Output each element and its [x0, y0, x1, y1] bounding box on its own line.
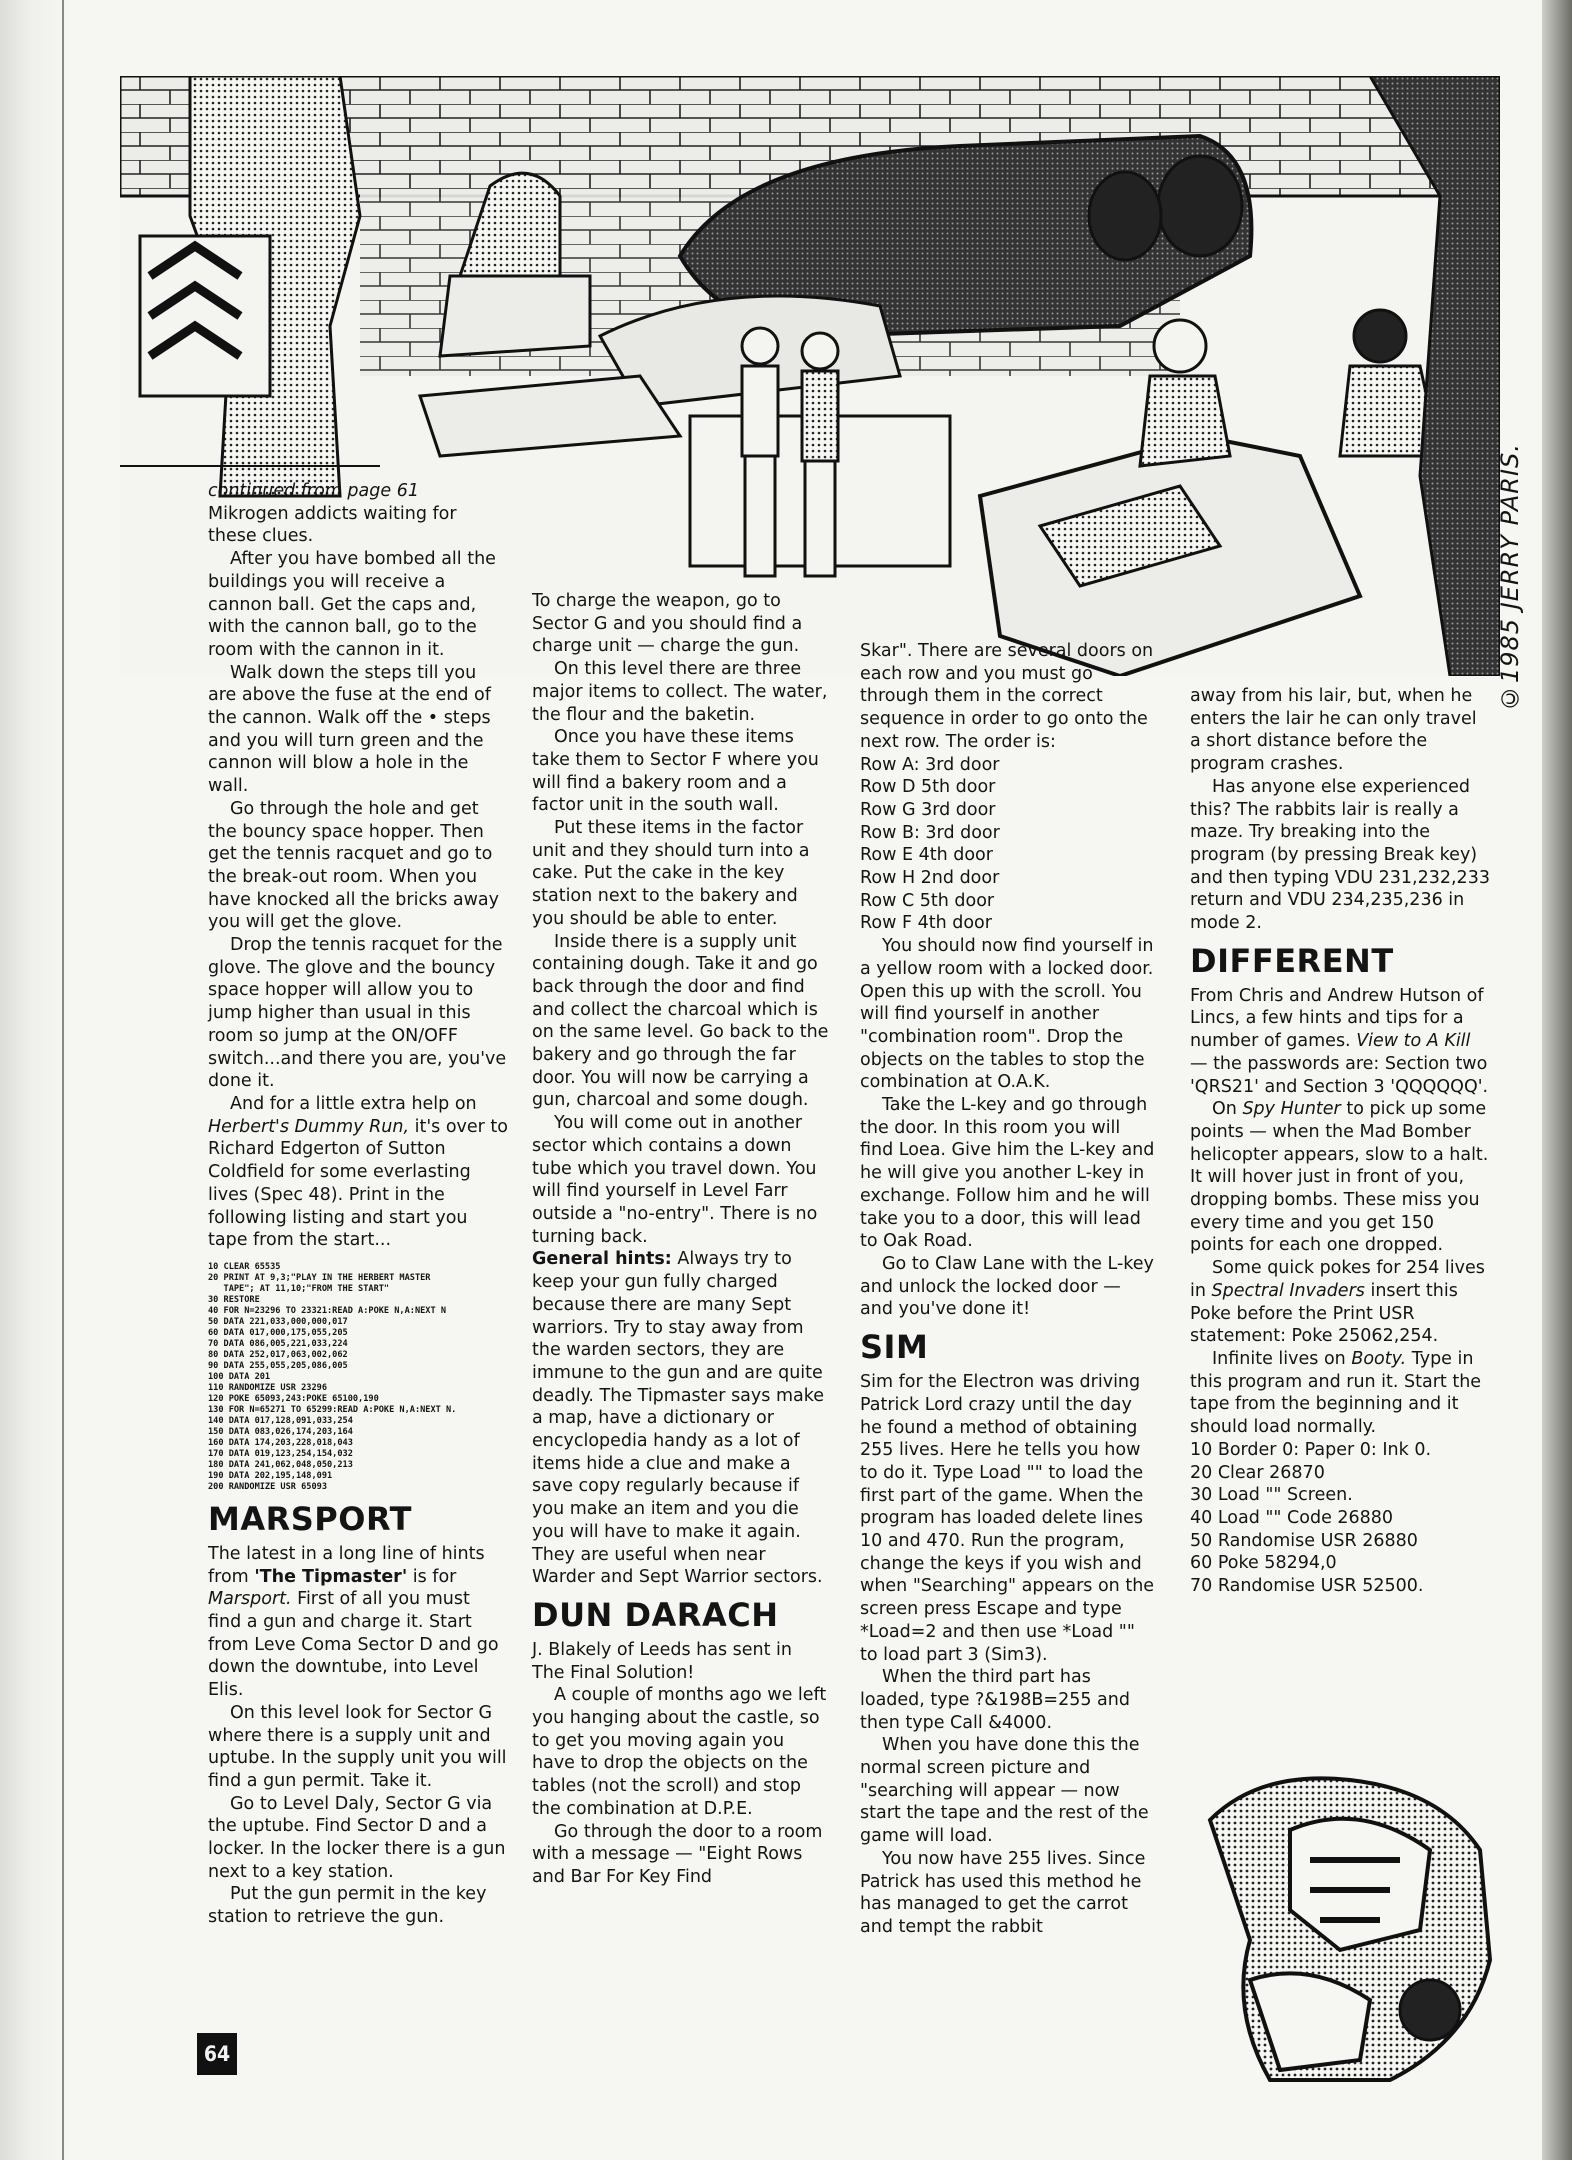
paragraph: Once you have these items take them to Sector F where you will find a bakery room and a factor unit in the south wall. — [532, 727, 819, 816]
paragraph — [1190, 985, 1490, 1099]
column-3 — [860, 640, 1156, 1939]
listing-line: 20 PRINT AT 9,3;"PLAY IN THE HERBERT MASTER — [208, 1272, 431, 1283]
code-line: 50 Randomise USR 26880 — [1190, 1530, 1418, 1551]
door-row: Row G 3rd door — [860, 799, 996, 820]
paragraph: Go to Level Daly, Sector G via the uptube. Find Sector D and a locker. In the locker there is a gun next to a key station. — [208, 1793, 506, 1882]
game-title: Spectral Invaders — [1211, 1280, 1365, 1301]
paragraph: Go to Claw Lane with the L-key and unlock the locked door — and you've done it! — [860, 1253, 1154, 1320]
herbert-paragraph — [208, 1093, 508, 1252]
code-line: 30 Load "" Screen. — [1190, 1485, 1353, 1506]
listing-line: 120 POKE 65093,243:POKE 65100,190 — [208, 1393, 379, 1404]
paragraph: You will come out in another sector which contains a down tube which you travel down. You will find yourself in Level Farr outside a "no-entry". There is no turning back. — [532, 1113, 818, 1247]
listing-line: 50 DATA 221,033,000,000,017 — [208, 1316, 348, 1327]
game-title: Spy Hunter — [1242, 1099, 1341, 1120]
paragraph: Put the gun permit in the key station to retrieve the gun. — [208, 1884, 487, 1928]
text: — the passwords are: Section two 'QRS21' and Section 3 'QQQQQQ'. — [1190, 1053, 1489, 1097]
door-row: Row D 5th door — [860, 777, 996, 798]
hints-label: General hints: — [532, 1249, 672, 1270]
page-number: 64 — [197, 2033, 237, 2075]
game-title: Herbert's Dummy Run, — [208, 1116, 410, 1137]
paragraph: J. Blakely of Leeds has sent in The Final Solution! — [532, 1639, 792, 1683]
code-line: 10 Border 0: Paper 0: Ink 0. — [1190, 1439, 1432, 1460]
listing-line: 40 FOR N=23296 TO 23321:READ A:POKE N,A:NEXT N — [208, 1305, 446, 1316]
text: insert this Poke before the Print USR statement: Poke 25062,254. — [1190, 1280, 1458, 1347]
listing-line: 100 DATA 201 — [208, 1371, 271, 1382]
listing-line: 140 DATA 017,128,091,033,254 — [208, 1415, 353, 1426]
listing-line: 10 CLEAR 65535 — [208, 1261, 281, 1272]
paragraph: You now have 255 lives. Since Patrick has used this method he has managed to get the carrot and tempt the rabbit — [860, 1848, 1146, 1937]
paragraph: Skar". There are several doors on each row and you must go through them in the correct sequence in order to go onto the next row. The order is: — [860, 641, 1154, 752]
text: is for — [412, 1566, 457, 1587]
game-title: Marsport. — [208, 1589, 292, 1610]
paragraph: A couple of months ago we left you hanging about the castle, so to get you moving again you have to drop the objects on the tables (not the scroll) and stop the combination at D.P.E. — [532, 1685, 827, 1819]
paragraph: Go through the hole and get the bouncy space hopper. Then get the tennis racquet and go to the break-out room. When you have knocked all the bricks away you will get the glove. — [208, 798, 500, 933]
text: Always try to keep your gun fully charged because there are many Sept warriors. Try to stay away from the warden sectors, they are immune to the gun and are quite deadly. The Tipmaster says make a map, have a dictionary or encyclopedia handy as a lot of items hide a clue and make a save copy regularly because if you make an item and you die you will have to make it again. They are useful when near Warder and Sept Warrior sectors. — [532, 1249, 824, 1588]
page-edge — [1542, 0, 1572, 2160]
paragraph: Go through the door to a room with a message — "Eight Rows and Bar For Key Find — [532, 1821, 823, 1887]
code-line: 70 Randomise USR 52500. — [1190, 1576, 1424, 1597]
listing-line: 170 DATA 019,123,254,154,032 — [208, 1448, 353, 1459]
paragraph: Drop the tennis racquet for the glove. The glove and the bouncy space hopper will allow you to jump higher than usual in this room so jump at the ON/OFF switch...and there you are, you've done it. — [208, 935, 507, 1092]
paragraph: Put these items in the factor unit and they should turn into a cake. Put the cake in the key station next to the bakery and you should be able to enter. — [532, 818, 810, 929]
column-2 — [532, 590, 830, 1889]
section-heading-marsport: MARSPORT — [208, 1499, 412, 1538]
paragraph: On this level there are three major items to collect. The water, the flour and the baketin. — [532, 659, 828, 725]
game-title: View to A Kill — [1356, 1031, 1471, 1052]
door-row: Row F 4th door — [860, 913, 992, 934]
paragraph: After you have bombed all the buildings you will receive a cannon ball. Get the caps and, with the cannon ball, go to the room with the cannon in it. — [208, 549, 496, 660]
door-row: Row A: 3rd door — [860, 754, 1000, 775]
listing-line: 150 DATA 083,026,174,203,164 — [208, 1426, 353, 1437]
paragraph: On this level look for Sector G where there is a supply unit and uptube. In the supply unit you will find a gun permit. Take it. — [208, 1702, 507, 1791]
paragraph — [1190, 1348, 1490, 1439]
listing-line: 190 DATA 202,195,148,091 — [208, 1470, 333, 1481]
paragraph: away from his lair, but, when he enters the lair he can only travel a short distance before the program crashes. — [1190, 686, 1477, 775]
text: Type in this program and run it. Start the tape from the beginning and it should load normally. — [1190, 1348, 1482, 1438]
general-hints — [532, 1248, 830, 1589]
listing-line: TAPE"; AT 11,10;"FROM THE START" — [208, 1283, 390, 1294]
marsport-intro — [208, 1543, 508, 1702]
paragraph: When the third part has loaded, type ?&198B=255 and then type Call &4000. — [860, 1667, 1130, 1733]
program-listing — [208, 1262, 508, 1493]
paragraph: Take the L-key and go through the door. In this room you will find Loea. Give him the L-key and he will give you another L-key in exchange. Follow him and he will take you to a door, this will lead to Oak Road. — [860, 1095, 1155, 1252]
listing-line: 70 DATA 086,005,221,033,224 — [208, 1338, 348, 1349]
door-row: Row H 2nd door — [860, 868, 1000, 889]
text: From Chris and Andrew Hutson of Lincs, a few hints and tips for a number of games. — [1190, 985, 1484, 1052]
code-line: 60 Poke 58294,0 — [1190, 1553, 1337, 1574]
listing-line: 90 DATA 255,055,205,086,005 — [208, 1360, 348, 1371]
paragraph: Has anyone else experienced this? The rabbits lair is really a maze. Try breaking into the program (by pressing Break key) and then typing VDU 231,232,233 return and VDU 234,235,236 in mode 2. — [1190, 776, 1490, 934]
paragraph: When you have done this the normal screen picture and "searching will appear — now start the tape and the rest of the game will load. — [860, 1735, 1149, 1847]
text: The latest in a long line of hints from — [208, 1543, 485, 1587]
listing-line: 180 DATA 241,062,048,050,213 — [208, 1459, 353, 1470]
listing-line: 200 RANDOMIZE USR 65093 — [208, 1481, 327, 1492]
code-line: 20 Clear 26870 — [1190, 1462, 1325, 1483]
paragraph: Walk down the steps till you are above the fuse at the end of the cannon. Walk off the • steps and you will turn green and the cannon will blow a hole in the wall. — [208, 662, 491, 797]
listing-line: 110 RANDOMIZE USR 23296 — [208, 1382, 327, 1393]
paragraph: To charge the weapon, go to Sector G and you should find a charge unit — charge the gun. — [532, 591, 803, 657]
text: On — [1212, 1099, 1237, 1120]
listing-line: 160 DATA 174,203,228,018,043 — [208, 1437, 353, 1448]
text: And for a little extra help on — [230, 1093, 477, 1114]
paragraph: Mikrogen addicts waiting for these clues. — [208, 503, 457, 547]
text: it's over to Richard Edgerton of Sutton Coldfield for some everlasting lives (Spec 48). Print in the following listing and start you tape from the start... — [208, 1116, 508, 1251]
section-heading-dun-darach: DUN DARACH — [532, 1595, 779, 1634]
continued-note: continued from page 61 — [208, 481, 419, 501]
paragraph: You should now find yourself in a yellow room with a locked door. Open this up with the scroll. You will find yourself in another "combination room". Drop the objects on the tables to stop the combination at O.A.K. — [860, 936, 1154, 1093]
column-1 — [208, 480, 508, 1929]
door-row: Row C 5th door — [860, 890, 995, 911]
section-heading-sim: SIM — [860, 1328, 929, 1367]
section-heading-different: DIFFERENT — [1190, 941, 1394, 980]
paragraph: Inside there is a supply unit containing dough. Take it and go back through the door and find and collect the charcoal which is on the same level. Go back to the bakery and go through the far door. You will now be carrying a gun, charcoal and some dough. — [532, 931, 829, 1111]
booty-listing — [1190, 1439, 1490, 1598]
door-row: Row E 4th door — [860, 845, 993, 866]
door-row: Row B: 3rd door — [860, 822, 1000, 843]
listing-line: 80 DATA 252,017,063,002,062 — [208, 1349, 348, 1360]
listing-line: 30 RESTORE — [208, 1294, 260, 1305]
text: First of all you must find a gun and charge it. Start from Leve Coma Sector D and go down the downtube, into Level Elis. — [208, 1589, 499, 1701]
page-gutter — [0, 0, 70, 2160]
gutter-line — [62, 0, 64, 2160]
text: Some quick pokes for 254 lives in — [1190, 1258, 1485, 1301]
artist-credit: ©1985 JERRY PARIS. — [1496, 443, 1524, 712]
paragraph — [1190, 1257, 1490, 1348]
text: Infinite lives on — [1212, 1348, 1346, 1369]
paragraph: Sim for the Electron was driving Patrick Lord crazy until the day he found a method of obtaining 255 lives. Here he tells you how to do it. Type Load "" to load the first part of the game. When the program has loaded delete lines 10 and 470. Run the program, change the keys if you wish and when "Searching" appears on the screen press Escape and type *Load=2 and then use *Load "" to load part 3 (Sim3). — [860, 1372, 1155, 1665]
listing-line: 130 FOR N=65271 TO 65299:READ A:POKE N,A:NEXT N. — [208, 1404, 457, 1415]
game-title: Booty. — [1351, 1348, 1407, 1369]
text: to pick up some points — when the Mad Bomber helicopter appears, slow to a halt. It will hover just in front of you, dropping bombs. These miss you every time and you get 150 points for each one dropped. — [1190, 1099, 1489, 1256]
paragraph — [1190, 1098, 1490, 1257]
author-name: 'The Tipmaster' — [254, 1566, 408, 1587]
listing-line: 60 DATA 017,000,175,055,205 — [208, 1327, 348, 1338]
column-4 — [1190, 685, 1490, 1598]
robot-illustration — [1190, 1760, 1520, 2090]
code-line: 40 Load "" Code 26880 — [1190, 1507, 1394, 1528]
